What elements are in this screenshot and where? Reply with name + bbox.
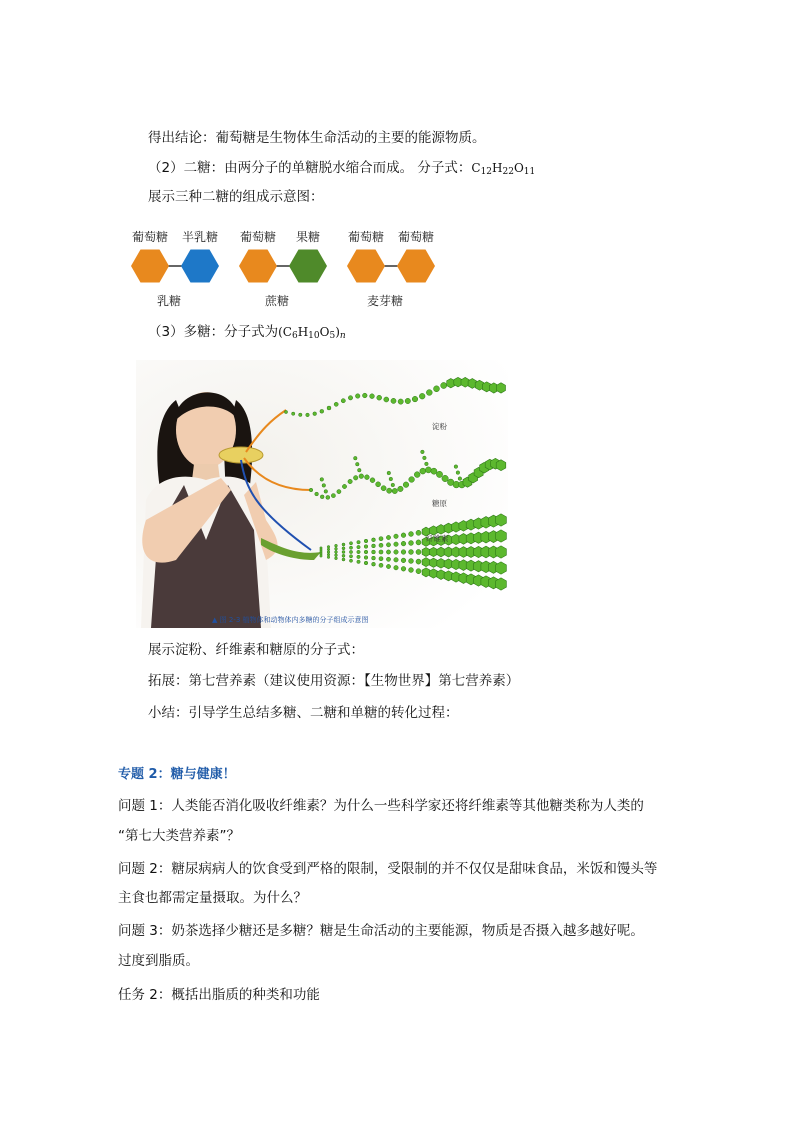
glucose-unit	[356, 462, 360, 466]
glucose-unit	[320, 409, 324, 413]
disaccharide-name: 蔗糖	[264, 294, 290, 308]
glucose-unit	[315, 492, 319, 496]
glucose-unit	[372, 550, 376, 554]
topic-heading: 专题 2：糖与健康！	[118, 767, 236, 782]
glucose-unit	[441, 382, 447, 388]
glucose-unit	[394, 534, 398, 538]
glucose-unit	[357, 550, 360, 553]
hexagon-left	[347, 250, 385, 283]
glucose-unit	[376, 482, 381, 487]
question1-line1: 问题 1：人类能否消化吸收纤维素？为什么一些科学家还将纤维素等其他糖类称为人类的	[118, 798, 644, 814]
glucose-unit	[416, 530, 421, 535]
show-three-paragraph: 展示三种二糖的组成示意图：	[148, 189, 324, 205]
glucose-unit	[306, 413, 310, 417]
glucose-unit	[389, 477, 393, 481]
glucose-unit	[370, 394, 375, 399]
glucose-unit	[342, 484, 346, 488]
conclusion-paragraph: 得出结论：葡萄糖是生物体生命活动的主要的能源物质。	[148, 130, 486, 146]
glucose-unit	[414, 472, 420, 478]
monosaccharide-label: 果糖	[295, 230, 321, 244]
glucose-ring	[429, 558, 437, 567]
disaccharide-group	[239, 229, 327, 308]
glucose-unit	[335, 547, 338, 550]
transition-line: 过度到脂质。	[118, 953, 199, 969]
glucose-ring	[496, 578, 507, 590]
polysaccharide-paragraph	[148, 322, 346, 346]
glucose-unit	[349, 555, 352, 558]
glucose-unit	[349, 559, 352, 562]
glucose-unit	[416, 540, 421, 545]
glucose-unit	[409, 568, 414, 573]
polysaccharide-formula: $(C_6H_{10}O_5)_n$	[278, 325, 346, 341]
glucose-unit	[386, 543, 390, 547]
glucose-unit	[342, 554, 345, 557]
polysaccharide-figure	[136, 360, 508, 628]
glucose-unit	[322, 484, 326, 488]
summary-paragraph: 小结：引导学生总结多糖、二糖和单糖的转化过程：	[148, 705, 459, 721]
glucose-unit	[299, 413, 302, 416]
monosaccharide-label: 葡萄糖	[239, 230, 277, 244]
glucose-unit	[401, 541, 406, 546]
glucose-unit	[391, 398, 396, 403]
glucose-unit	[377, 395, 382, 400]
glucose-unit	[284, 410, 287, 413]
glucose-unit	[357, 545, 360, 548]
label-glycogen: 糖原	[432, 499, 447, 508]
glucose-unit	[384, 397, 389, 402]
monosaccharide-label: 半乳糖	[181, 230, 219, 244]
hexagon-right	[181, 250, 219, 283]
glucose-unit	[416, 549, 421, 554]
glucose-unit	[349, 542, 352, 545]
glucose-unit	[423, 456, 427, 460]
glucose-unit	[454, 465, 458, 469]
glucose-unit	[379, 550, 383, 554]
glucose-unit	[313, 412, 317, 416]
glucose-unit	[342, 543, 345, 546]
glucose-unit	[394, 565, 398, 569]
glucose-unit	[420, 468, 426, 474]
glucose-unit	[357, 560, 360, 563]
hexagon-left	[131, 250, 169, 283]
glucose-ring	[497, 383, 506, 393]
glucose-unit	[409, 477, 415, 483]
glucose-unit	[372, 538, 376, 542]
glucose-unit	[372, 544, 376, 548]
glucose-unit	[320, 495, 324, 499]
glucose-unit	[365, 475, 370, 480]
disaccharide-diagram	[124, 226, 444, 318]
disaccharide-group	[347, 229, 435, 308]
glucose-unit	[370, 478, 375, 483]
monosaccharide-label: 葡萄糖	[397, 230, 435, 244]
glucose-unit	[348, 479, 352, 483]
glucose-unit	[355, 394, 360, 399]
glucose-unit	[320, 555, 322, 557]
glucose-unit	[421, 450, 425, 454]
glucose-unit	[341, 399, 345, 403]
glucose-unit	[348, 396, 352, 400]
glucose-unit	[349, 546, 352, 549]
glucose-unit	[386, 564, 390, 568]
question1-line2: “第七大类营养素”？	[118, 828, 240, 844]
glucose-unit	[320, 478, 324, 482]
glucose-unit	[326, 495, 330, 499]
disaccharide-formula: $C_{12}H_{22}O_{11}$	[471, 161, 536, 177]
glucose-ring	[422, 568, 430, 577]
glucose-unit	[335, 557, 338, 560]
glucose-unit	[381, 486, 386, 491]
glucose-unit	[335, 554, 338, 557]
glucose-ring	[429, 569, 437, 578]
glucose-unit	[364, 556, 368, 560]
glucose-unit	[327, 551, 330, 554]
task2-line: 任务 2：概括出脂质的种类和功能	[118, 987, 320, 1003]
disaccharide-name: 麦芽糖	[366, 294, 404, 308]
glucose-unit	[342, 558, 345, 561]
glucose-unit	[431, 468, 437, 474]
glucose-unit	[409, 541, 414, 546]
monosaccharide-label: 葡萄糖	[131, 230, 169, 244]
glucose-unit	[403, 482, 409, 488]
glucose-unit	[398, 486, 403, 491]
glucose-unit	[434, 386, 440, 392]
glucose-unit	[364, 539, 368, 543]
glucose-unit	[426, 390, 432, 396]
glucose-unit	[394, 542, 398, 546]
glucose-unit	[357, 540, 360, 543]
glucose-unit	[379, 543, 383, 547]
disaccharide-group	[131, 229, 219, 308]
glucose-unit	[354, 456, 358, 460]
monosaccharide-label: 葡萄糖	[347, 230, 385, 244]
glucose-unit	[364, 545, 368, 549]
extend-paragraph: 拓展：第七营养素（建议使用资源：【生物世界】第七营养素）	[148, 673, 520, 689]
glucose-ring	[496, 460, 506, 471]
glucose-unit	[436, 471, 442, 477]
glucose-unit	[364, 550, 368, 554]
polysaccharide-text: （3）多糖：分子式为	[148, 324, 279, 340]
glucose-unit	[401, 550, 406, 555]
glucose-unit	[386, 557, 390, 561]
glucose-unit	[416, 569, 421, 574]
disaccharide-paragraph	[148, 158, 535, 182]
question2-line2: 主食也都需定量摄取。为什么？	[118, 890, 307, 906]
label-starch: 淀粉	[432, 422, 447, 431]
hexagon-left	[239, 250, 277, 283]
glucose-unit	[337, 490, 341, 494]
glucose-unit	[324, 490, 328, 494]
glucose-unit	[327, 556, 330, 559]
glucose-unit	[292, 412, 295, 415]
glucose-unit	[409, 550, 414, 555]
disaccharide-text: （2）二糖：由两分子的单糖脱水缩合而成。 分子式：	[148, 160, 472, 176]
glucose-unit	[335, 551, 338, 554]
glucose-ring	[429, 547, 437, 556]
question3: 问题 3：奶茶选择少糖还是多糖？糖是生命活动的主要能源，物质是否摄入越多越好呢。	[118, 923, 644, 939]
glucose-unit	[372, 562, 376, 566]
glucose-unit	[357, 555, 360, 558]
question2-line1: 问题 2：糖尿病病人的饮食受到严格的限制，受限制的并不仅仅是甜味食品，米饭和馒头等	[118, 861, 658, 877]
glucose-unit	[327, 548, 330, 551]
glucose-unit	[442, 475, 448, 481]
glucose-unit	[386, 550, 390, 554]
glucose-unit	[327, 553, 330, 556]
glucose-unit	[458, 477, 462, 481]
glucose-unit	[379, 537, 383, 541]
glucose-unit	[342, 547, 345, 550]
glucose-unit	[379, 563, 383, 567]
glucose-unit	[425, 467, 431, 473]
glucose-unit	[327, 406, 331, 410]
hexagon-right	[289, 250, 327, 283]
glucose-unit	[391, 483, 395, 487]
label-cellulose: 纤维素	[426, 534, 449, 543]
glucose-unit	[394, 550, 398, 554]
glucose-unit	[387, 471, 391, 475]
glucose-unit	[405, 398, 410, 403]
glucose-unit	[401, 533, 406, 538]
glucose-ring	[496, 546, 507, 558]
glucose-ring	[422, 548, 430, 557]
glucose-ring	[496, 514, 507, 526]
glucose-unit	[412, 396, 418, 402]
glucose-unit	[334, 402, 338, 406]
glucose-unit	[425, 462, 429, 466]
glucose-unit	[359, 474, 364, 479]
glucose-unit	[398, 399, 403, 404]
glucose-unit	[358, 468, 362, 472]
glucose-unit	[392, 488, 397, 493]
glucose-unit	[331, 494, 335, 498]
glucose-unit	[327, 545, 330, 548]
glucose-unit	[416, 559, 421, 564]
glucose-unit	[379, 557, 383, 561]
glucose-unit	[394, 558, 398, 562]
glucose-unit	[419, 393, 425, 399]
glucose-unit	[349, 550, 352, 553]
glucose-unit	[409, 559, 414, 564]
glucose-unit	[401, 558, 406, 563]
glucose-unit	[362, 393, 367, 398]
glucose-unit	[342, 550, 345, 553]
glucose-unit	[372, 556, 376, 560]
glucose-ring	[496, 530, 507, 542]
glucose-ring	[422, 558, 430, 567]
glucose-unit	[387, 488, 392, 493]
glucose-unit	[364, 561, 368, 565]
glucose-ring	[496, 562, 507, 574]
glucose-unit	[401, 566, 406, 571]
glucose-unit	[353, 476, 358, 481]
glucose-unit	[456, 471, 460, 475]
show-formula-paragraph: 展示淀粉、纤维素和糖原的分子式：	[148, 642, 364, 658]
disaccharide-name: 乳糖	[156, 294, 182, 308]
figure-caption: ▲ 图 2-3 植物体和动物体内多糖的分子组成示意图	[212, 616, 369, 624]
hexagon-right	[397, 250, 435, 283]
glucose-unit	[309, 488, 313, 492]
glucose-unit	[409, 532, 414, 537]
glucose-unit	[335, 544, 338, 547]
glucose-unit	[386, 535, 390, 539]
